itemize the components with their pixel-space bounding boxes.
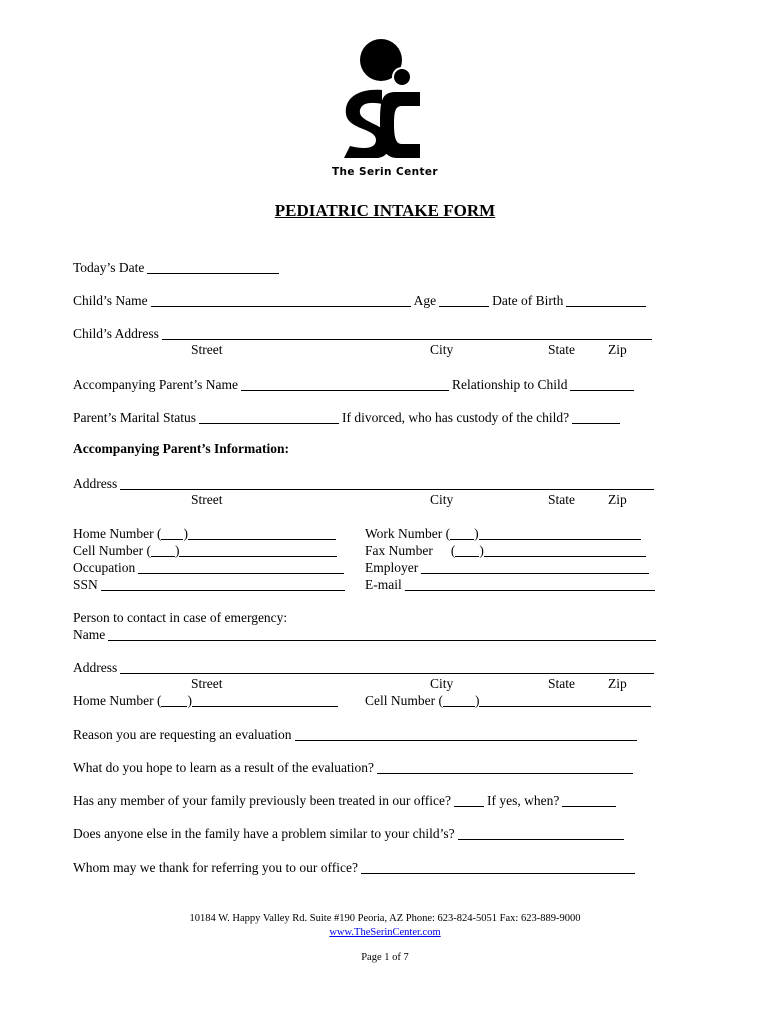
address-state-label: State [548, 342, 575, 357]
paren-close: ) [474, 693, 480, 708]
ssn-field[interactable] [101, 577, 345, 591]
home-area-code-field[interactable] [161, 526, 183, 540]
occupation-field[interactable] [138, 560, 344, 574]
child-name-row [73, 291, 649, 309]
cell-number-label: Cell Number ( [73, 543, 151, 558]
emergency-address-field[interactable] [120, 660, 654, 674]
address-state-label: State [548, 676, 575, 691]
referral-row [73, 858, 638, 876]
address-street-label: Street [191, 342, 223, 357]
address-state-label: State [548, 492, 575, 507]
home-number-label: Home Number ( [73, 526, 162, 541]
similar-problem-field[interactable] [458, 826, 624, 840]
footer-address: 10184 W. Happy Valley Rd. Suite #190 Peoria, AZ Phone: 623-824-5051 Fax: 623-889-9000 [189, 913, 581, 924]
fax-number-label: Fax Number [365, 543, 433, 558]
parent-info-heading: Accompanying Parent’s Information: [73, 441, 289, 456]
childs-address-field[interactable] [162, 326, 652, 340]
address-street-label: Street [191, 492, 223, 507]
emergency-address-row [73, 658, 657, 676]
dob-field[interactable] [566, 293, 646, 307]
reason-field[interactable] [295, 727, 637, 741]
cell-number-field[interactable] [179, 543, 337, 557]
previously-treated-row [73, 791, 619, 809]
child-address-row [73, 324, 655, 342]
page-number: Page 1 of 7 [361, 952, 409, 963]
emergency-cell-area-code-field[interactable] [443, 693, 475, 707]
accompanying-parent-row [73, 375, 637, 393]
relationship-field[interactable] [570, 377, 634, 391]
logo-caption: The Serin Center [331, 166, 439, 178]
emergency-address-label: Address [73, 660, 118, 675]
address-zip-label: Zip [608, 342, 627, 357]
address-street-label: Street [191, 676, 223, 691]
paren-close: ) [474, 526, 479, 541]
emergency-home-number-row [73, 691, 341, 709]
address-zip-label: Zip [608, 676, 627, 691]
accompanying-parent-field[interactable] [241, 377, 449, 391]
occupation-row [73, 558, 347, 576]
form-title: PEDIATRIC INTAKE FORM [274, 201, 496, 220]
cell-area-code-field[interactable] [151, 543, 175, 557]
emergency-name-row [73, 625, 659, 643]
serin-center-logo [336, 38, 432, 162]
work-area-code-field[interactable] [450, 526, 474, 540]
if-yes-when-label: If yes, when? [487, 793, 560, 808]
previously-treated-label: Has any member of your family previously been treated in our office? [73, 793, 451, 808]
parent-address-row [73, 474, 657, 492]
footer-website-line [0, 927, 770, 938]
work-number-label: Work Number ( [365, 526, 451, 541]
hope-to-learn-field[interactable] [377, 760, 633, 774]
paren-close: ) [187, 693, 192, 708]
emergency-cell-number-row [365, 691, 654, 709]
fax-number-row [365, 541, 649, 559]
reason-row [73, 725, 640, 743]
referral-field[interactable] [361, 860, 635, 874]
home-number-field[interactable] [188, 526, 336, 540]
employer-field[interactable] [421, 560, 649, 574]
similar-problem-row [73, 824, 627, 842]
childs-name-field[interactable] [151, 293, 411, 307]
accompanying-parent-label: Accompanying Parent’s Name [73, 377, 238, 392]
age-label: Age [413, 293, 437, 308]
email-row [365, 575, 658, 593]
if-yes-when-field[interactable] [562, 793, 616, 807]
website-link[interactable]: www.TheSerinCenter.com [329, 927, 441, 938]
marital-status-field[interactable] [199, 410, 339, 424]
childs-name-label: Child’s Name [73, 293, 148, 308]
address-zip-label: Zip [608, 492, 627, 507]
paren-close: ) [174, 543, 180, 558]
emergency-name-field[interactable] [108, 627, 656, 641]
dob-label: Date of Birth [492, 293, 564, 308]
marital-status-row [73, 408, 623, 426]
employer-row [365, 558, 652, 576]
relationship-label: Relationship to Child [451, 377, 568, 392]
emergency-cell-number-label: Cell Number ( [365, 693, 443, 708]
occupation-label: Occupation [73, 560, 136, 575]
childs-address-label: Child’s Address [73, 326, 159, 341]
emergency-contact-label: Person to contact in case of emergency: [73, 610, 288, 625]
address-city-label: City [430, 676, 454, 691]
email-field[interactable] [405, 577, 655, 591]
todays-date-field[interactable] [147, 260, 279, 274]
fax-number-field[interactable] [484, 543, 646, 557]
ssn-row [73, 575, 348, 593]
paren-close: ) [183, 526, 188, 541]
work-number-row [365, 524, 644, 542]
email-label: E-mail [365, 577, 402, 592]
todays-date-row [73, 258, 282, 276]
paren-close: ) [479, 543, 484, 558]
emergency-home-number-label: Home Number ( [73, 693, 162, 708]
reason-label: Reason you are requesting an evaluation [73, 727, 292, 742]
referral-label: Whom may we thank for referring you to our office? [73, 860, 359, 875]
fax-area-code-field[interactable] [455, 543, 479, 557]
parent-address-label: Address [73, 476, 118, 491]
marital-status-label: Parent’s Marital Status [73, 410, 196, 425]
home-number-row [73, 524, 339, 542]
emergency-name-label: Name [73, 627, 106, 642]
age-field[interactable] [439, 293, 489, 307]
emergency-contact-heading-row [73, 608, 287, 626]
previously-treated-field[interactable] [454, 793, 484, 807]
custody-field[interactable] [572, 410, 620, 424]
emergency-home-number-field[interactable] [192, 693, 338, 707]
emergency-home-area-code-field[interactable] [161, 693, 187, 707]
address-city-label: City [430, 492, 454, 507]
ssn-label: SSN [73, 577, 98, 592]
custody-label: If divorced, who has custody of the child? [341, 410, 570, 425]
similar-problem-label: Does anyone else in the family have a problem similar to your child’s? [73, 826, 455, 841]
hope-to-learn-row [73, 758, 636, 776]
hope-to-learn-label: What do you hope to learn as a result of the evaluation? [73, 760, 375, 775]
emergency-cell-number-field[interactable] [479, 693, 651, 707]
employer-label: Employer [365, 560, 419, 575]
address-city-label: City [430, 342, 454, 357]
fax-paren-open: ( [450, 543, 456, 558]
work-number-field[interactable] [479, 526, 641, 540]
todays-date-label: Today’s Date [73, 260, 145, 275]
parent-address-field[interactable] [120, 476, 654, 490]
cell-number-row [73, 541, 340, 559]
